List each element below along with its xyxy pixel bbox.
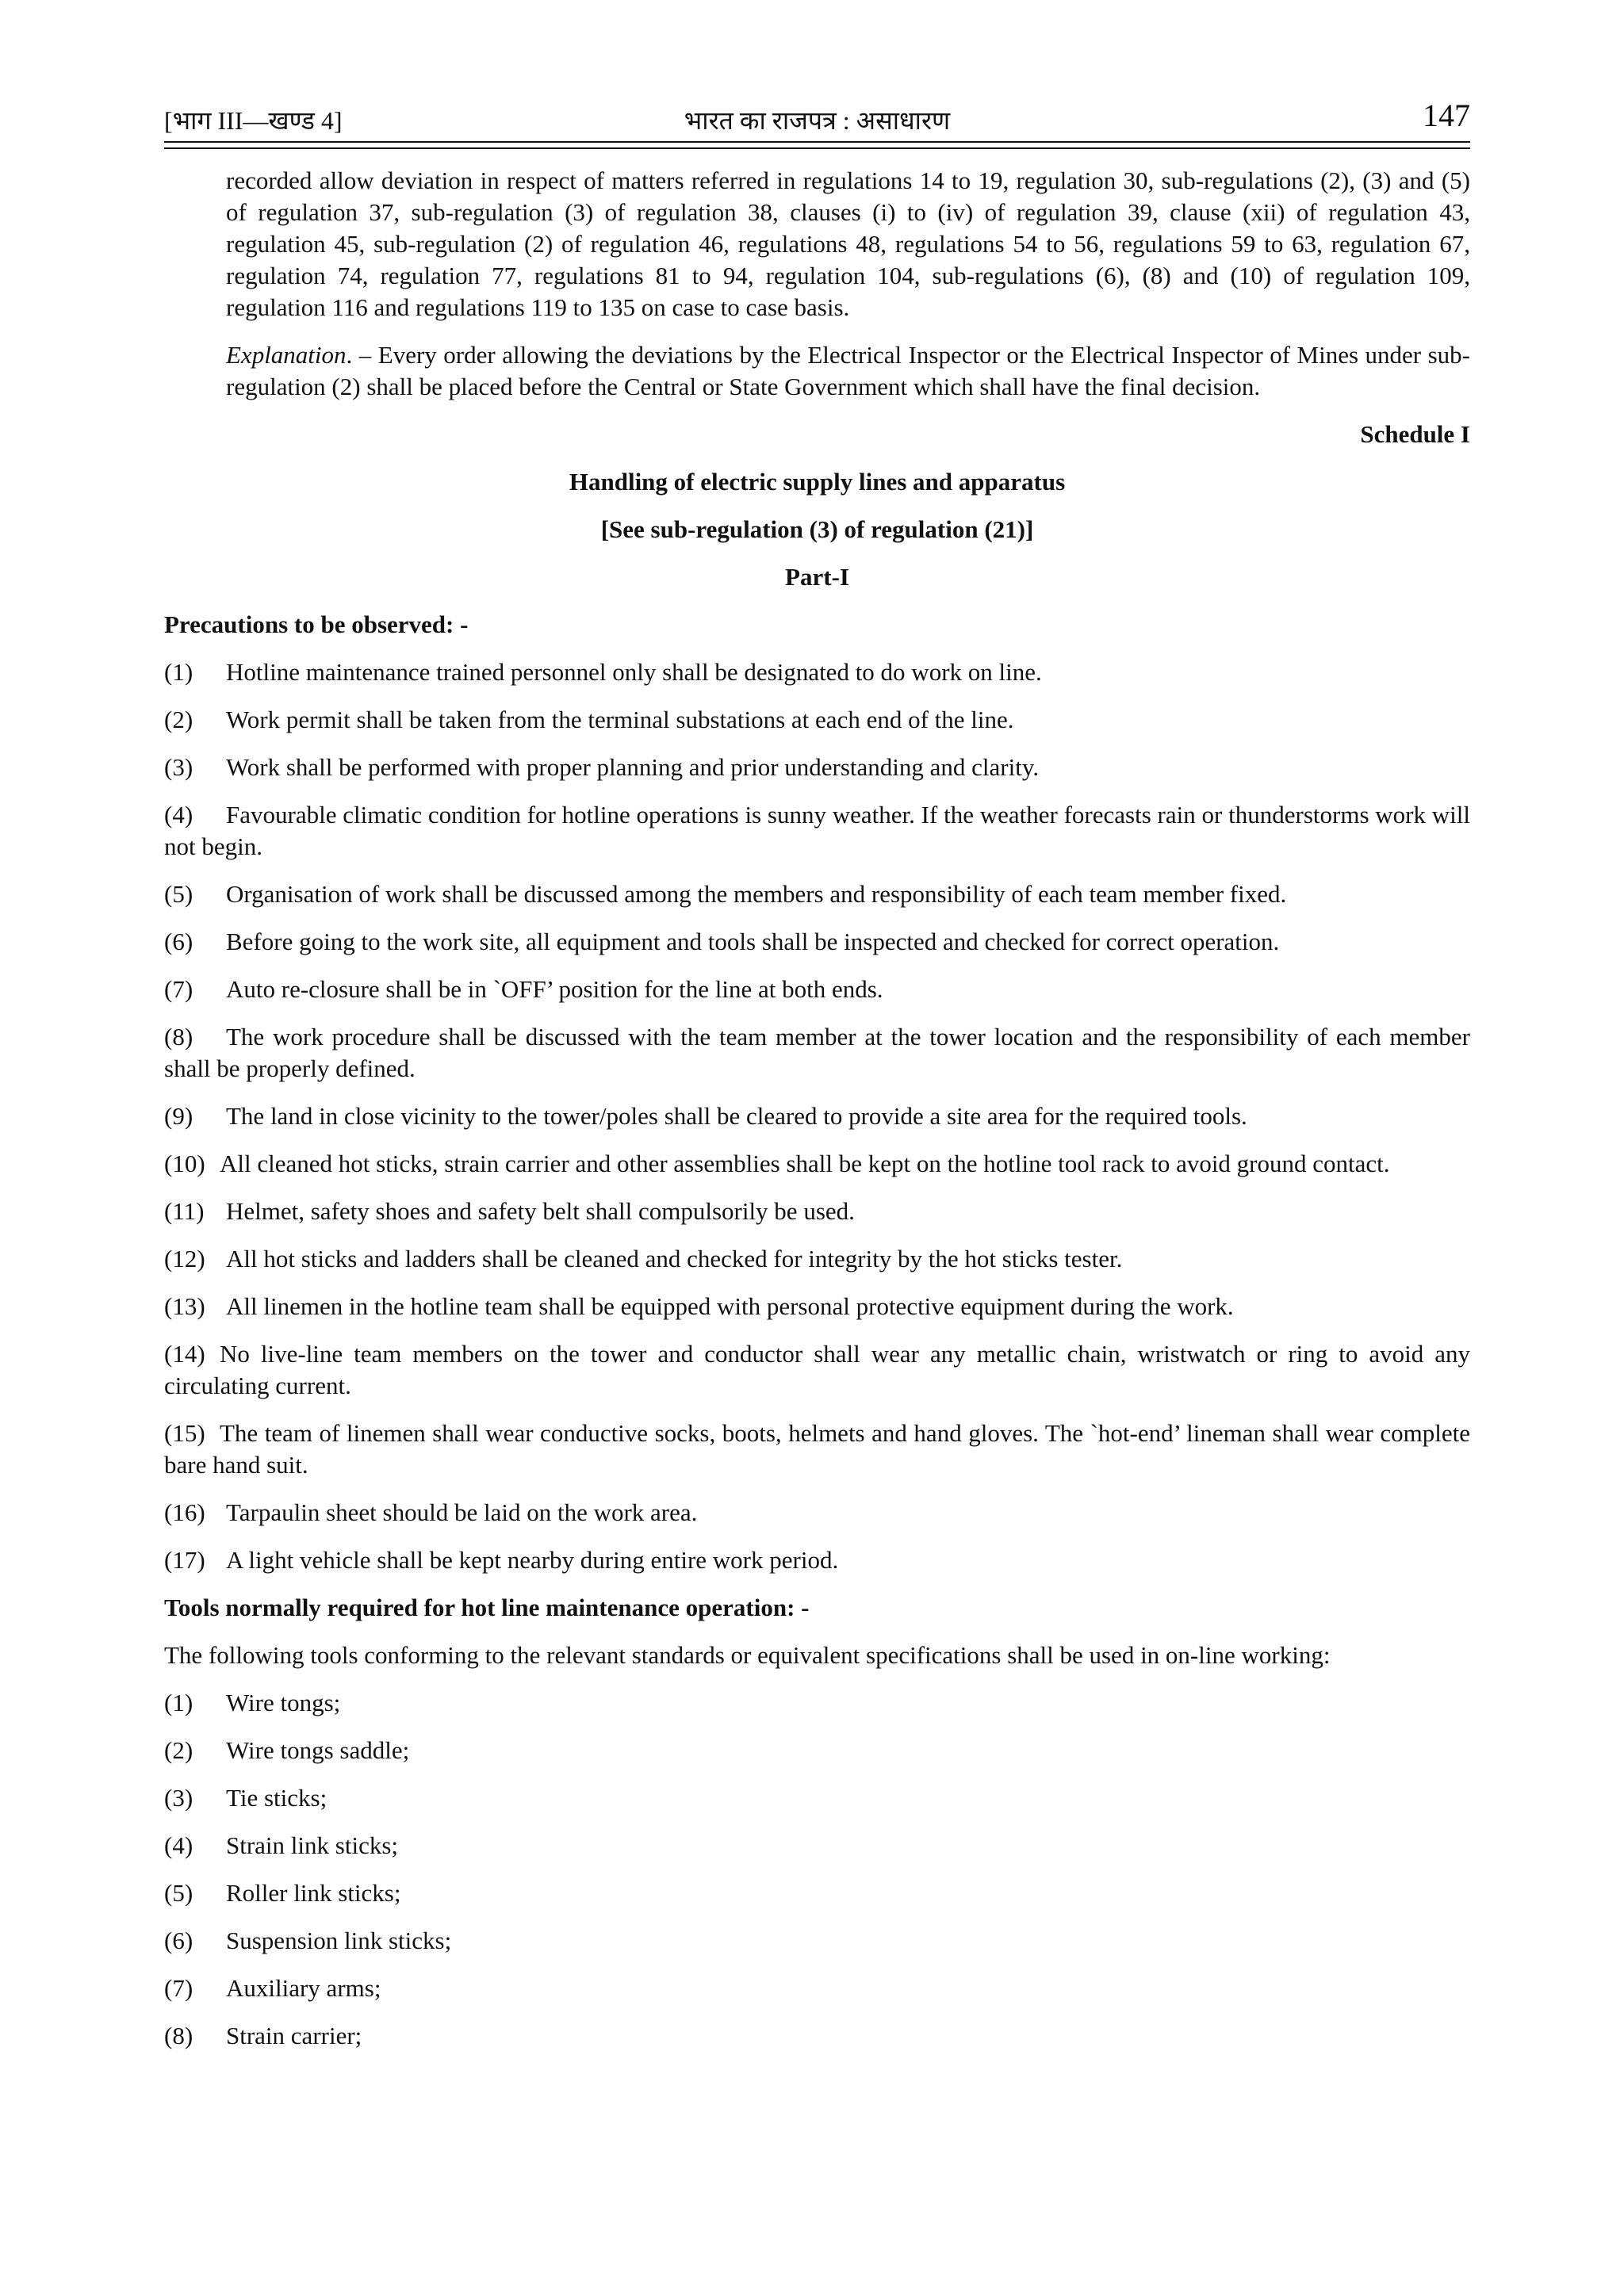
list-item [164,974,1470,1005]
list-item-number: (7) [164,975,193,1003]
list-item-text: All linemen in the hotline team shall be equipped with personal protective equipment during the work. [226,1292,1234,1320]
list-item-text: Work permit shall be taken from the terminal substations at each end of the line. [226,706,1014,733]
list-item [164,1100,1470,1132]
list-item-text: Work shall be performed with proper planning and prior understanding and clarity. [226,753,1040,781]
list-item-text: Roller link sticks; [226,1879,401,1907]
list-item-number: (6) [164,1927,193,1954]
header-part-section: [भाग III—खण्ड 4] [164,106,343,135]
list-item [164,926,1470,958]
list-item-number: (11) [164,1197,205,1225]
list-item-number: (8) [164,2022,193,2049]
page-header [164,97,1470,141]
list-item-number: (1) [164,658,193,686]
list-item-number: (3) [164,1784,193,1812]
header-rule-bottom [164,147,1470,149]
part-label: Part-I [785,563,849,591]
list-item [164,1243,1470,1275]
list-item-text: Auxiliary arms; [226,1974,381,2002]
list-item-number: (13) [164,1292,205,1320]
list-item-number: (16) [164,1498,205,1526]
list-item [164,1877,1470,1909]
header-rule-top [164,141,1470,143]
list-item [164,1973,1470,2004]
list-item-text: Favourable climatic condition for hotline operations is sunny weather. If the weather forecasts rain or thunderstorms work will not begin. [164,801,1470,860]
list-item-text: Before going to the work site, all equipment and tools shall be inspected and checked for correct operation. [226,928,1280,955]
list-item [164,1544,1470,1576]
list-item-number: (17) [164,1546,205,1574]
list-item-number: (5) [164,1879,193,1907]
list-item-text: The work procedure shall be discussed with the team member at the tower location and the responsibility of each member shall be properly defined. [164,1023,1470,1082]
list-item-text: Tarpaulin sheet should be laid on the work area. [226,1498,698,1526]
list-item-number: (9) [164,1102,193,1130]
schedule-label: Schedule I [1360,420,1470,448]
list-item [164,1148,1470,1180]
list-item-text: Tie sticks; [226,1784,327,1812]
list-item [164,1196,1470,1227]
list-item-text: Strain carrier; [226,2022,362,2049]
list-item [164,1021,1470,1085]
list-item-text: The team of linemen shall wear conductive socks, boots, helmets and hand gloves. The `hot-end’ lineman shall wear complete bare hand suit. [164,1419,1470,1479]
list-item [164,2020,1470,2052]
list-item-number: (3) [164,753,193,781]
tools-heading-text: Tools normally required for hot line maintenance operation [164,1594,787,1621]
explanation-text: . – Every order allowing the deviations by the Electrical Inspector or the Electrical Inspector of Mines under sub-regulation (2) shall be placed before the Central or State Government which shall have the final decision. [226,341,1470,400]
list-item-number: (14) [164,1340,205,1368]
list-item-number: (12) [164,1245,205,1272]
list-item [164,1782,1470,1814]
page-body [164,165,1470,2052]
list-item-text: A light vehicle shall be kept nearby during entire work period. [226,1546,839,1574]
list-item-number: (4) [164,1831,193,1859]
list-item-number: (6) [164,928,193,955]
list-item-number: (8) [164,1023,193,1050]
list-item [164,1735,1470,1766]
list-item-number: (5) [164,880,193,908]
list-item-number: (7) [164,1974,193,2002]
list-item [164,656,1470,688]
tools-intro: The following tools conforming to the relevant standards or equivalent specifications shall be used in on-line working: [164,1641,1331,1669]
list-item-text: Auto re-closure shall be in `OFF’ position for the line at both ends. [226,975,883,1003]
list-item [164,1418,1470,1481]
list-item [164,799,1470,863]
list-item-text: The land in close vicinity to the tower/poles shall be cleared to provide a site area for the required tools. [226,1102,1247,1130]
explanation-paragraph [164,339,1470,403]
list-item-text: Suspension link sticks; [226,1927,452,1954]
explanation-label: Explanation [226,341,347,369]
list-item-text: Organisation of work shall be discussed among the members and responsibility of each team member fixed. [226,880,1287,908]
list-item-text: Strain link sticks; [226,1831,398,1859]
list-item-text: Hotline maintenance trained personnel only shall be designated to do work on line. [226,658,1042,686]
page-number: 147 [1423,98,1470,133]
list-item [164,1497,1470,1529]
list-item-number: (10) [164,1150,205,1177]
list-item [164,1291,1470,1322]
header-gazette-title: भारत का राजपत्र : असाधारण [684,106,951,135]
list-item-text: All hot sticks and ladders shall be cleaned and checked for integrity by the hot sticks tester. [226,1245,1123,1272]
list-item [164,1830,1470,1862]
schedule-title: Handling of electric supply lines and apparatus [569,468,1066,496]
list-item-text: No live-line team members on the tower and conductor shall wear any metallic chain, wristwatch or ring to avoid any circulating current. [164,1340,1470,1399]
list-item [164,1338,1470,1402]
list-item [164,1925,1470,1957]
list-item [164,878,1470,910]
precautions-heading: Precautions to be observed: - [164,610,469,638]
tools-heading-suffix: : - [787,1594,810,1621]
precautions-list [164,656,1470,1576]
list-item-number: (2) [164,706,193,733]
schedule-reference: [See sub-regulation (3) of regulation (21)] [600,515,1034,543]
list-item-text: Wire tongs; [226,1689,341,1716]
list-item-number: (4) [164,801,193,828]
list-item-number: (2) [164,1736,193,1764]
list-item [164,752,1470,783]
list-item-text: All cleaned hot sticks, strain carrier and other assemblies shall be kept on the hotline tool rack to avoid ground contact. [220,1150,1390,1177]
list-item-number: (15) [164,1419,205,1447]
tools-heading [164,1592,1470,1624]
list-item-text: Helmet, safety shoes and safety belt shall compulsorily be used. [226,1197,855,1225]
list-item [164,704,1470,736]
list-item [164,1687,1470,1719]
list-item-number: (1) [164,1689,193,1716]
list-item-text: Wire tongs saddle; [226,1736,410,1764]
tools-list [164,1687,1470,2052]
intro-paragraph: recorded allow deviation in respect of matters referred in regulations 14 to 19, regulation 30, sub-regulations (2), (3) and (5) of regulation 37, sub-regulation (3) of regulation 38, clauses (i) to (iv) of regulation 39, clause (xii) of regulation 43, regulation 45, sub-regulation (2) of regulation 46, regulations 48, regulations 54 to 56, regulations 59 to 63, regulation 67, regulation 74, regulation 77, regulations 81 to 94, regulation 104, sub-regulations (6), (8) and (10) of regulation 109, regulation 116 and regulations 119 to 135 on case to case basis. [226,166,1470,321]
